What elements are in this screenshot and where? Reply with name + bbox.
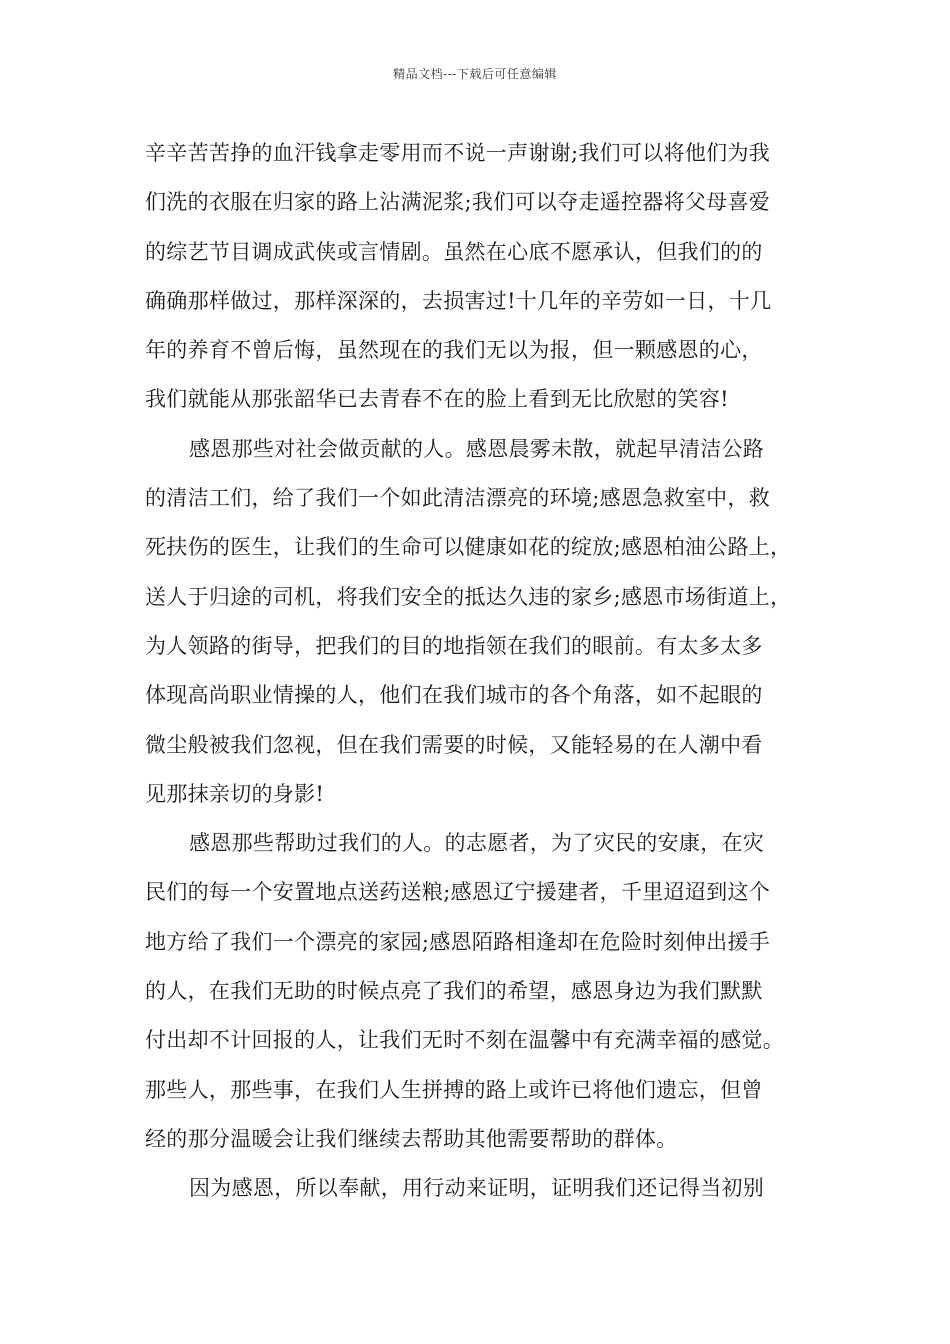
text-line: 的人，在我们无助的时候点亮了我们的希望，感恩身边为我们默默 — [145, 979, 763, 1004]
text-line: 确确那样做过，那样深深的，去损害过!十几年的辛劳如一日，十几 — [145, 288, 772, 313]
text-line: 付出却不计回报的人，让我们无时不刻在温馨中有充满幸福的感觉。 — [145, 1028, 784, 1053]
text-line: 体现高尚职业情操的人，他们在我们城市的各个角落，如不起眼的 — [145, 683, 763, 708]
text-line: 的综艺节目调成武侠或言情剧。虽然在心底不愿承认，但我们的的 — [145, 239, 763, 264]
page-header: 精品文档---下载后可任意编辑 — [393, 67, 557, 81]
text-line: 送人于归途的司机，将我们安全的抵达久违的家乡;感恩市场街道上， — [145, 584, 792, 609]
text-line: 经的那分温暖会让我们继续去帮助其他需要帮助的群体。 — [145, 1126, 678, 1151]
text-line: 因为感恩，所以奉献，用行动来证明，证明我们还记得当初别 — [189, 1176, 765, 1201]
text-line: 死扶伤的医生，让我们的生命可以健康如花的绽放;感恩柏油公路上， — [145, 535, 792, 560]
text-line: 为人领路的街导，把我们的目的地指领在我们的眼前。有太多太多 — [145, 633, 763, 658]
text-line: 见那抹亲切的身影! — [145, 781, 325, 806]
text-line: 感恩那些对社会做贡献的人。感恩晨雾未散，就起早清洁公路 — [189, 436, 765, 461]
text-line: 辛辛苦苦挣的血汗钱拿走零用而不说一声谢谢;我们可以将他们为我 — [145, 141, 771, 165]
text-line: 们洗的衣服在归家的路上沾满泥浆;我们可以夺走遥控器将父母喜爱 — [145, 190, 771, 215]
text-line: 地方给了我们一个漂亮的家园;感恩陌路相逢却在危险时刻伸出援手 — [145, 929, 771, 954]
text-line: 微尘般被我们忽视，但在我们需要的时候，又能轻易的在人潮中看 — [145, 732, 763, 757]
text-line: 感恩那些帮助过我们的人。的志愿者，为了灾民的安康，在灾 — [189, 831, 765, 856]
text-line: 我们就能从那张韶华已去青春不在的脸上看到无比欣慰的笑容! — [145, 387, 729, 412]
document-body — [145, 129, 815, 1214]
text-line: 民们的每一个安置地点送药送粮;感恩辽宁援建者，千里迢迢到这个 — [145, 880, 771, 905]
text-line: 的清洁工们，给了我们一个如此清洁漂亮的环境;感恩急救室中，救 — [145, 486, 771, 511]
text-line: 年的养育不曾后悔，虽然现在的我们无以为报，但一颗感恩的心， — [145, 338, 763, 363]
text-line: 那些人，那些事，在我们人生拼搏的路上或许已将他们遗忘，但曾 — [145, 1077, 763, 1102]
